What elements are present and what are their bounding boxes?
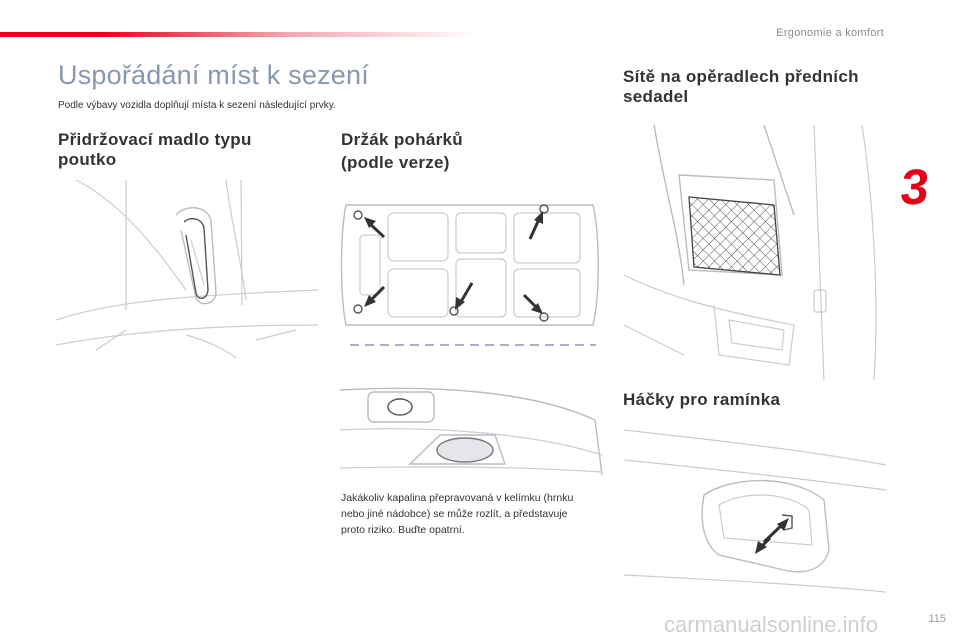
cup-holder-detail xyxy=(340,380,605,480)
cup-warning-text: Jakákoliv kapalina přepravovaná v kelímku (hrnku nebo jiné nádobce) se může rozlít, a představuje proto riziko. Buďte opatrní. xyxy=(341,492,574,536)
cup-holder-heading: Držák pohárků xyxy=(341,130,463,149)
intro-text: Podle výbavy vozidla doplňují místa k sezení následující prvky. xyxy=(58,100,336,111)
section-label: Ergonomie a komfort xyxy=(776,27,884,39)
grip-heading: Přidržovací madlo typu poutko xyxy=(58,130,252,169)
hooks-heading: Háčky pro ramínka xyxy=(623,390,781,409)
cup-holder-floorplan xyxy=(338,195,608,355)
watermark: carmanualsonline.info xyxy=(664,612,879,637)
header-accent-bar xyxy=(0,32,480,37)
seat-nets-heading: Sítě na opěradlech předních sedadel xyxy=(623,67,859,106)
seat-net-illustration xyxy=(624,125,886,380)
cup-holder-subheading: (podle verze) xyxy=(341,153,450,172)
chapter-number: 3 xyxy=(898,159,932,215)
coat-hook-illustration xyxy=(624,420,886,600)
page-title: Uspořádání míst k sezení xyxy=(58,60,369,90)
grip-strap-illustration xyxy=(56,180,318,360)
page-number: 115 xyxy=(928,613,946,625)
